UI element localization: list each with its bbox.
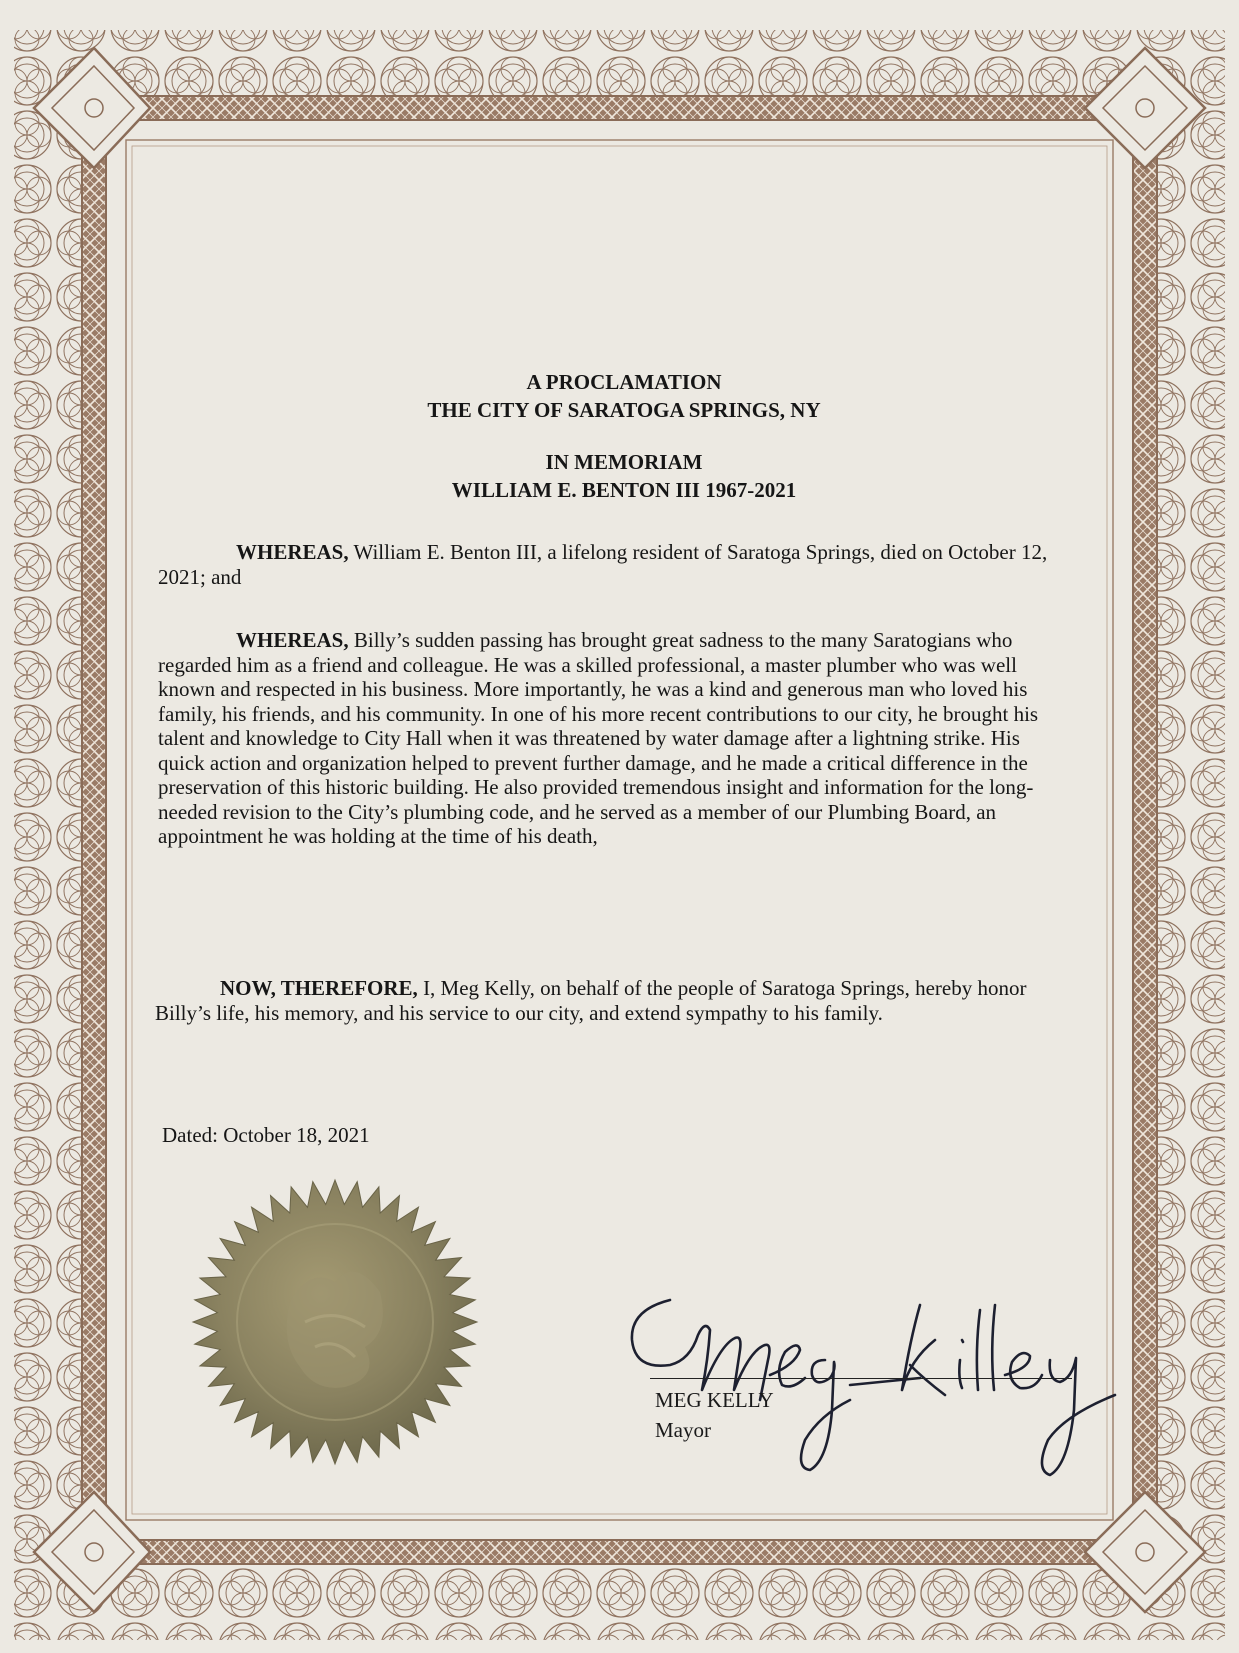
city-title: THE CITY OF SARATOGA SPRINGS, NY: [427, 398, 821, 422]
honoree-heading: WILLIAM E. BENTON III 1967-2021: [451, 478, 797, 502]
gold-seal-icon: [185, 1172, 485, 1472]
whereas-paragraph-2: [158, 628, 1060, 849]
paragraph-lead: WHEREAS,: [236, 540, 349, 564]
dated-line: Dated: October 18, 2021: [162, 1123, 370, 1147]
paragraph-text: I, Meg Kelly, on behalf of the people of Saratoga Springs, hereby honor Billy’s life, his memory, and his service to our city, and extend sympathy to his family.: [155, 976, 1027, 1025]
signature-line: [650, 1378, 1072, 1379]
whereas-paragraph-1: [158, 540, 1058, 589]
signatory-name: MEG KELLY: [655, 1388, 774, 1412]
therefore-paragraph: [155, 976, 1060, 1025]
paragraph-lead: WHEREAS,: [236, 628, 349, 652]
memoriam-heading: IN MEMORIAM: [545, 450, 703, 474]
signatory-title: Mayor: [655, 1418, 711, 1442]
paragraph-text: Billy’s sudden passing has brought great sadness to the many Saratogians who regarded him as a friend and colleague. He was a skilled professional, a master plumber who was well known and respected in his business. More importantly, he was a kind and generous man who loved his family, his friends, and his community. In one of his more recent contributions to our city, he brought his talent and knowledge to City Hall when it was threatened by water damage after a lightning strike. His quick action and organization helped to prevent further damage, and he made a critical difference in the preservation of this historic building. He also provided tremendous insight and information for the long-needed revision to the City’s plumbing code, and he served as a member of our Plumbing Board, an appointment he was holding at the time of his death,: [158, 628, 1039, 848]
proclamation-title: A PROCLAMATION: [526, 370, 722, 394]
proclamation-body: [155, 368, 1090, 1025]
paragraph-lead: NOW, THEREFORE,: [220, 976, 418, 1000]
paragraph-text: William E. Benton III, a lifelong resident of Saratoga Springs, died on October 12, 2021; and: [158, 540, 1048, 589]
